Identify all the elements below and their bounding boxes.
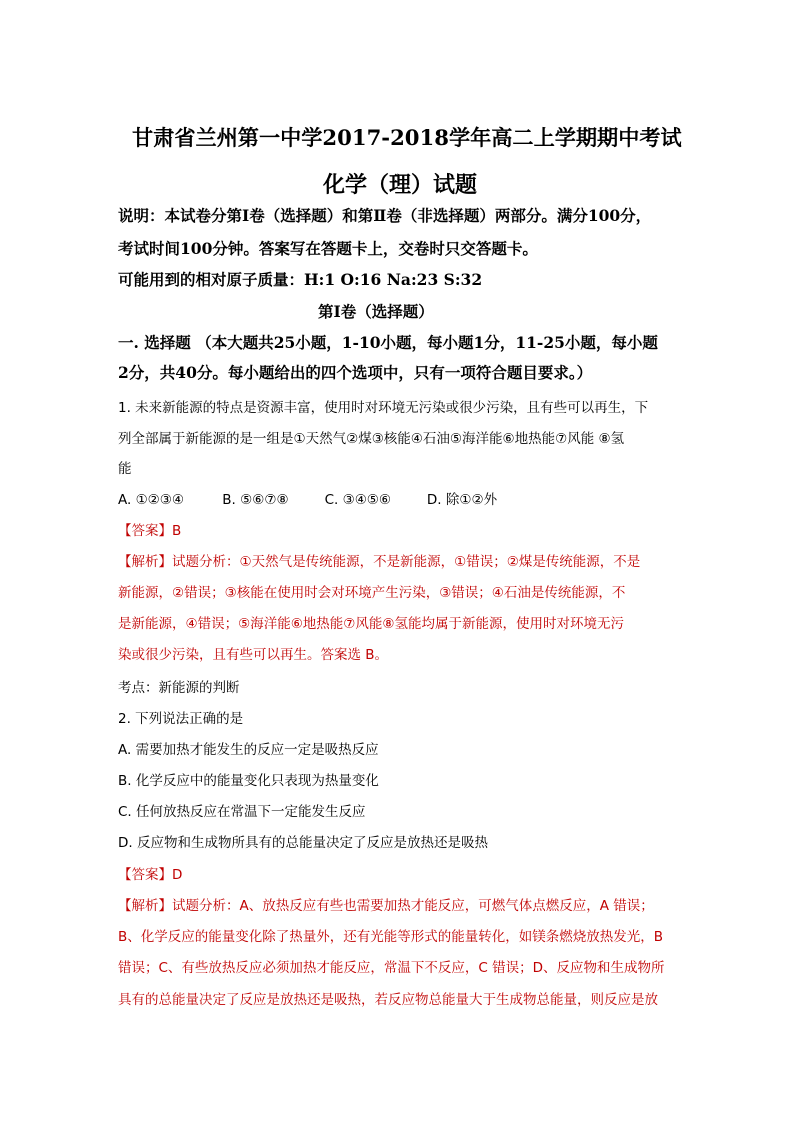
intro-line-3: 可能用到的相对原子质量：H:1 O:16 Na:23 S:32 <box>118 270 483 289</box>
document-title: 甘肃省兰州第一中学2017-2018学年高二上学期期中考试 <box>132 125 682 150</box>
question-2-analysis-line-4: 具有的总能量决定了反应是放热还是吸热，若反应物总能量大于生成物总能量，则反应是放 <box>118 992 658 1008</box>
question-1-option-c: C. ③④⑤⑥ <box>324 492 392 508</box>
question-1-line-3: 能 <box>118 461 132 477</box>
question-1-analysis-line-1: 【解析】试题分析：①天然气是传统能源，不是新能源，①错误；②煤是传统能源，不是 <box>118 554 641 570</box>
question-2-option-c: C. 任何放热反应在常温下一定能发生反应 <box>118 804 366 820</box>
question-1-point: 考点：新能源的判断 <box>118 680 240 696</box>
question-1-option-b: B. ⑤⑥⑦⑧ <box>222 492 289 508</box>
question-1-analysis-line-2: 新能源，②错误；③核能在使用时会对环境产生污染，③错误；④石油是传统能源，不 <box>118 585 626 601</box>
intro-line-1: 说明：本试卷分第Ⅰ卷（选择题）和第Ⅱ卷（非选择题）两部分。满分100分， <box>118 206 652 225</box>
question-1-analysis-line-4: 染或很少污染，且有些可以再生。答案选 B。 <box>118 647 389 663</box>
intro-line-2: 考试时间100分钟。答案写在答题卡上，交卷时只交答题卡。 <box>118 239 538 258</box>
question-1-line-1: 1. 未来新能源的特点是资源丰富，使用时对环境无污染或很少污染，且有些可以再生，下 <box>118 400 649 416</box>
question-2-analysis-line-2: B、化学反应的能量变化除了热量外，还有光能等形式的能量转化，如镁条燃烧放热发光，B <box>118 929 664 945</box>
question-1-option-a: A. ①②③④ <box>118 492 184 508</box>
question-1-options <box>118 488 497 508</box>
question-1-line-2: 列全部属于新能源的是一组是①天然气②煤③核能④石油⑤海洋能⑥地热能⑦风能 ⑧氢 <box>118 431 625 447</box>
question-1-analysis-line-3: 是新能源，④错误；⑤海洋能⑥地热能⑦风能⑧氢能均属于新能源，使用时对环境无污 <box>118 616 625 632</box>
document-subtitle: 化学（理）试题 <box>323 172 478 198</box>
question-1-answer: 【答案】B <box>118 523 182 539</box>
part1-heading: 第Ⅰ卷（选择题） <box>318 302 434 321</box>
section-instruction-line-2: 2分，共40分。每小题给出的四个选项中，只有一项符合题目要求。） <box>118 363 593 382</box>
question-2-option-b: B. 化学反应中的能量变化只表现为热量变化 <box>118 773 379 789</box>
question-2-option-a: A. 需要加热才能发生的反应一定是吸热反应 <box>118 742 379 758</box>
question-2-analysis-line-3: 错误；C、有些放热反应必须加热才能反应，常温下不反应，C 错误；D、反应物和生成物所 <box>118 960 665 976</box>
question-2-analysis-line-1: 【解析】试题分析：A、放热反应有些也需要加热才能反应，可燃气体点燃反应，A 错误； <box>118 898 654 914</box>
question-2-answer: 【答案】D <box>118 867 183 883</box>
question-1-option-d: D. 除①②外 <box>426 492 498 508</box>
question-2-option-d: D. 反应物和生成物所具有的总能量决定了反应是放热还是吸热 <box>118 835 488 851</box>
question-2-stem: 2. 下列说法正确的是 <box>118 711 244 727</box>
section-instruction-line-1: 一. 选择题 （本大题共25小题，1-10小题，每小题1分，11-25小题，每小题 <box>118 333 658 352</box>
